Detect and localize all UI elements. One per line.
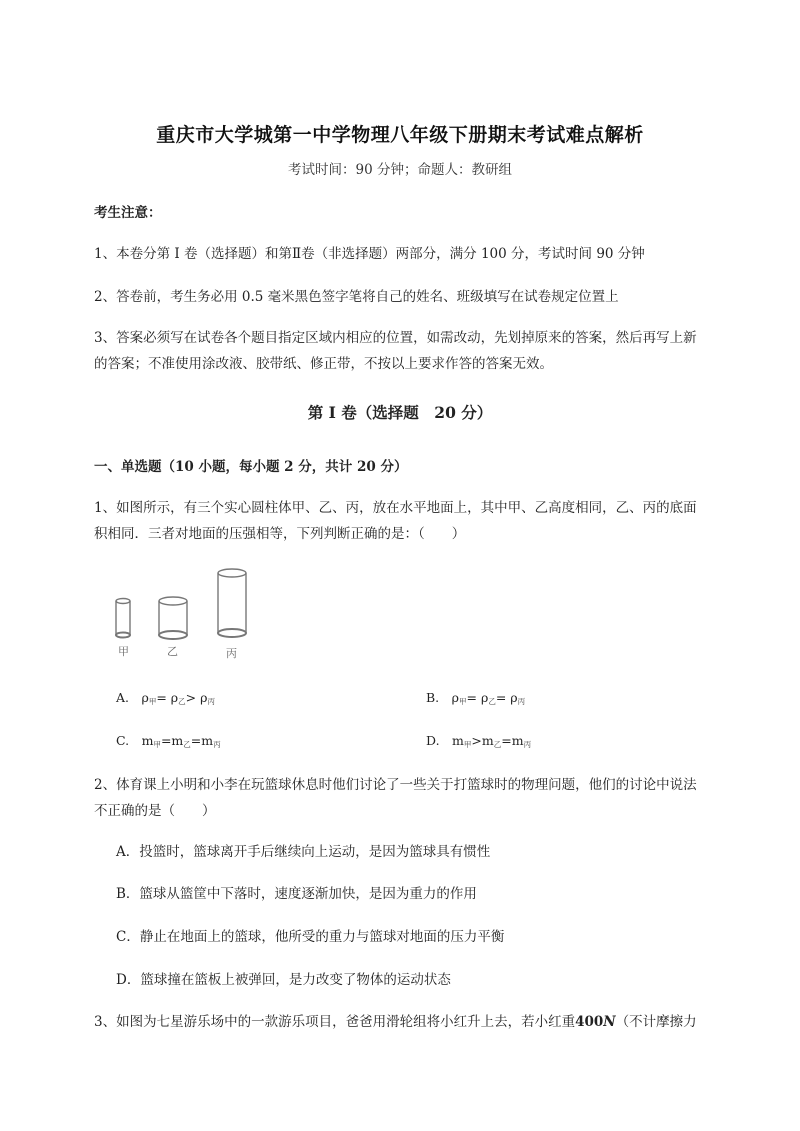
- notice-heading: 考生注意：: [94, 205, 162, 221]
- group-heading: 一、单选题（10 小题，每小题 2 分，共计 20 分）: [94, 459, 408, 475]
- q2-stem-line1: 2、体育课上小明和小李在玩篮球休息时他们讨论了一些关于打篮球时的物理问题，他们的讨论中说法: [94, 777, 697, 793]
- q2-option-c[interactable]: C．静止在地面上的篮球，他所受的重力与篮球对地面的压力平衡: [116, 929, 505, 945]
- cylinders-figure: [108, 562, 268, 662]
- q1-option-d[interactable]: D. $m_甲>m_乙=m_丙$: [426, 733, 532, 749]
- q3-stem-line1: 3、如图为七星游乐场中的一款游乐项目，爸爸用滑轮组将小红升上去，若小红重400N（不计摩擦力: [94, 1014, 697, 1030]
- section-title: 第 I 卷（选择题 20 分）: [307, 403, 493, 422]
- notice-item-1: 1、本卷分第 I 卷（选择题）和第Ⅱ卷（非选择题）两部分，满分 100 分，考试时间 90 分钟: [94, 246, 645, 262]
- q2-stem-line2: 不正确的是（ ）: [94, 803, 216, 819]
- q2-option-d[interactable]: D．篮球撞在篮板上被弹回，是力改变了物体的运动状态: [116, 972, 451, 988]
- cylinder-jia: [116, 599, 130, 638]
- label-yi: 乙: [167, 645, 178, 658]
- exam-title: 重庆市大学城第一中学物理八年级下册期末考试难点解析: [156, 124, 644, 146]
- q1-stem-line2: 积相同．三者对地面的压强相等，下列判断正确的是：（ ）: [94, 526, 466, 542]
- q2-option-b[interactable]: B．篮球从篮筐中下落时，速度逐渐加快，是因为重力的作用: [116, 886, 477, 902]
- cylinder-yi: [159, 597, 187, 639]
- exam-subtitle: 考试时间：90 分钟；命题人：教研组: [288, 162, 512, 178]
- q1-option-c[interactable]: C. $m_甲=m_乙=m_丙$: [116, 733, 221, 749]
- label-bing: 丙: [226, 647, 237, 660]
- cylinder-bing: [218, 569, 246, 637]
- label-jia: 甲: [118, 645, 129, 658]
- notice-item-3: 3、答案必须写在试卷各个题目指定区域内相应的位置，如需改动，先划掉原来的答案，然后再写上新: [94, 330, 697, 346]
- notice-item-2: 2、答卷前，考生务必用 0.5 毫米黑色签字笔将自己的姓名、班级填写在试卷规定位置上: [94, 289, 619, 305]
- q1-option-b[interactable]: B. $\rho_甲= \rho_乙= \rho_丙$: [426, 690, 526, 706]
- notice-item-3-cont: 的答案；不准使用涂改液、胶带纸、修正带，不按以上要求作答的答案无效。: [94, 356, 553, 372]
- q1-stem-line1: 1、如图所示，有三个实心圆柱体甲、乙、丙，放在水平地面上，其中甲、乙高度相同，乙、丙的底面: [94, 500, 697, 516]
- q1-option-a[interactable]: A. $\rho_甲= \rho_乙> \rho_丙$: [116, 690, 215, 706]
- q2-option-a[interactable]: A．投篮时，篮球离开手后继续向上运动，是因为篮球具有惯性: [116, 844, 491, 860]
